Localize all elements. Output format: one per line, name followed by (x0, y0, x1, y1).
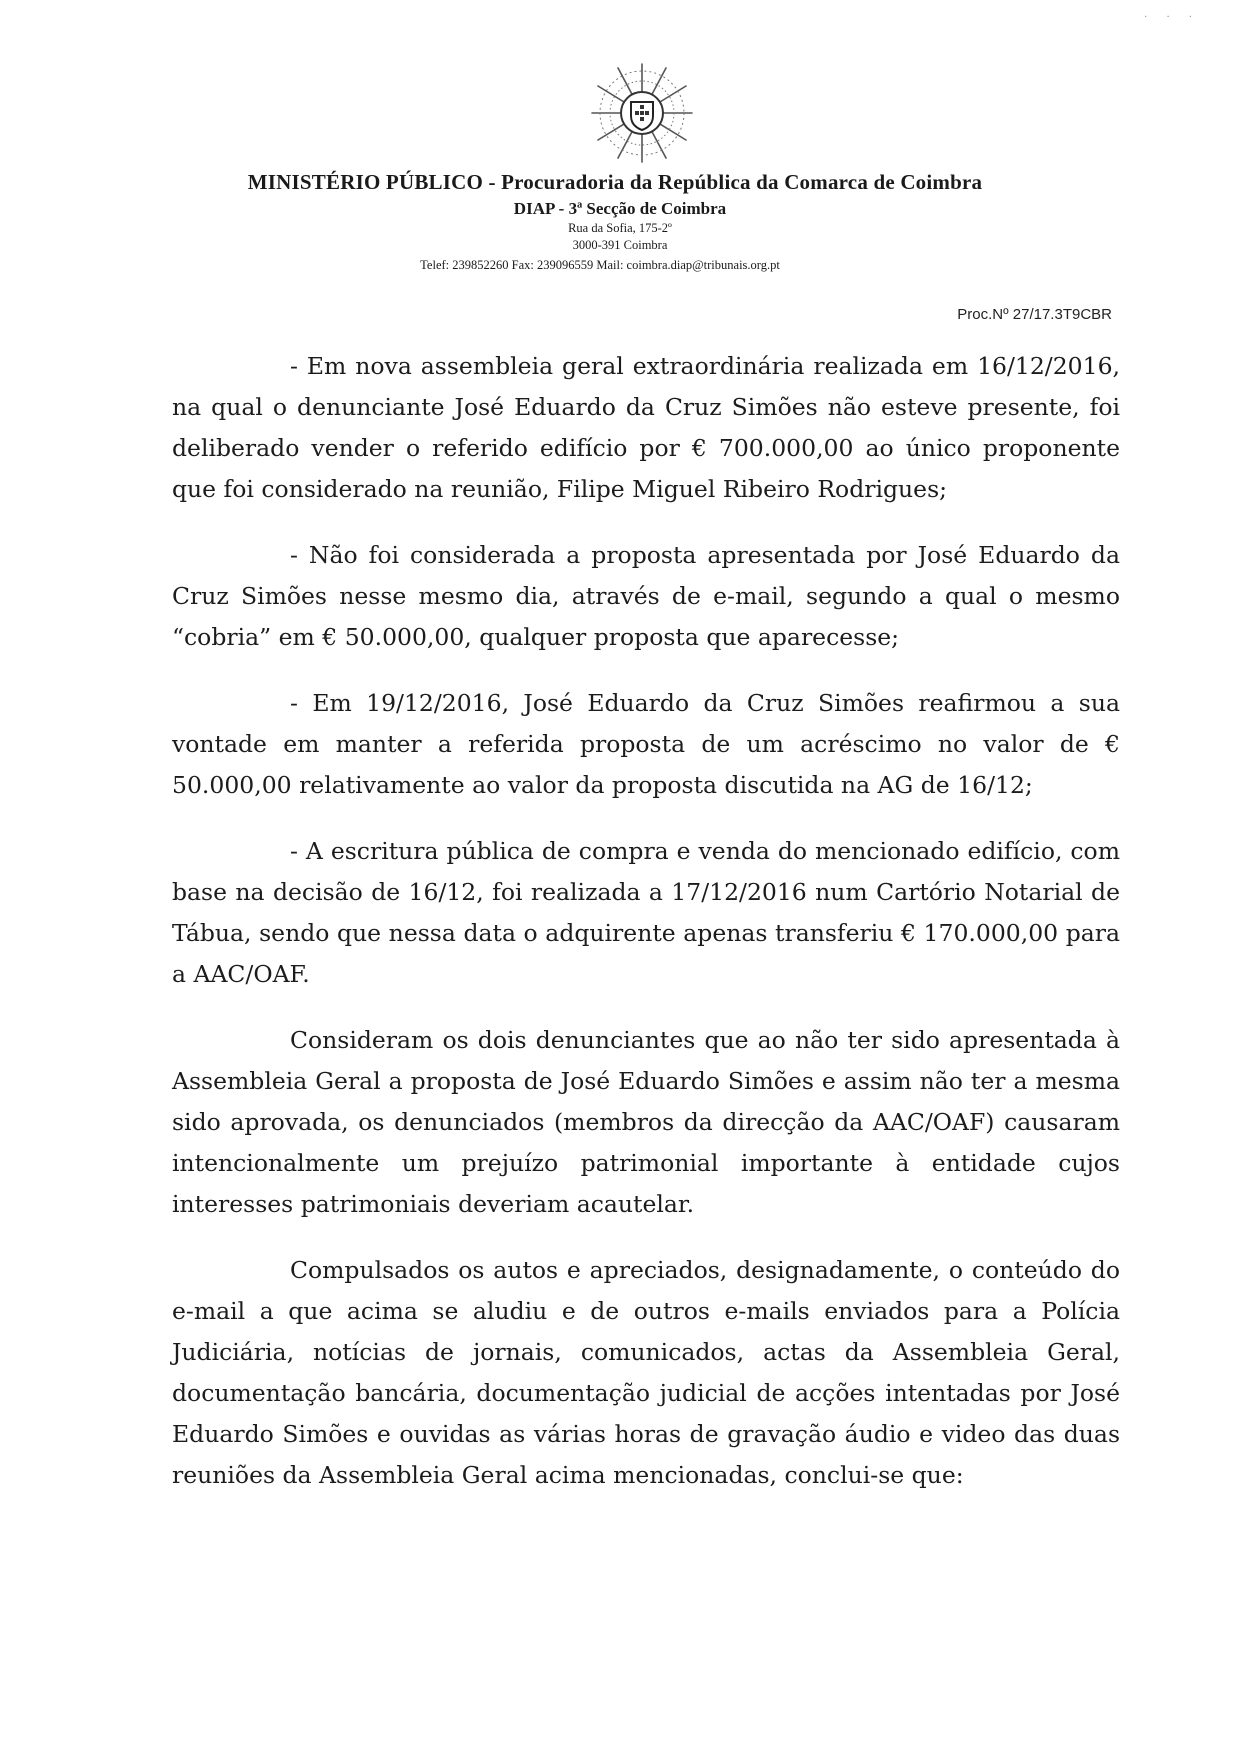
department-title: DIAP - 3ª Secção de Coimbra (513, 199, 727, 218)
paragraph-6: Compulsados os autos e apreciados, designadamente, o conteúdo do e-mail a que acima se aludiu e de outros e-mails enviados para a Polícia Judiciária, notícias de jornais, comunicados, actas da Assembleia Geral, documentação bancária, documentação judicial de acções intentadas por José Eduardo Simões e ouvidas as várias horas de gravação áudio e video das duas reuniões da Assembleia Geral acima mencionadas, conclui-se que: (172, 1256, 1120, 1489)
paragraph-5: Consideram os dois denunciantes que ao não ter sido apresentada à Assembleia Geral a proposta de José Eduardo Simões e assim não ter a mesma sido aprovada, os denunciados (membros da direcção da AAC/OAF) causaram intencionalmente um prejuízo patrimonial importante à entidade cujos interesses patrimoniais deveriam acautelar. (172, 1026, 1120, 1218)
contact-line: Telef: 239852260 Fax: 239096559 Mail: coimbra.diap@tribunais.org.pt (420, 258, 780, 272)
address-postal: 3000-391 Coimbra (572, 238, 668, 252)
paragraph-2: - Não foi considerada a proposta apresentada por José Eduardo da Cruz Simões nesse mesmo dia, através de e-mail, segundo a qual o mesmo “cobria” em € 50.000,00, qualquer proposta que aparecesse; (172, 541, 1120, 651)
process-number: Proc.Nº 27/17.3T9CBR (957, 306, 1112, 323)
document-body (172, 346, 1120, 1521)
paragraph-1: - Em nova assembleia geral extraordinária realizada em 16/12/2016, na qual o denunciante José Eduardo da Cruz Simões não esteve presente, foi deliberado vender o referido edifício por € 700.000,00 ao único proponente que foi considerado na reunião, Filipe Miguel Ribeiro Rodrigues; (172, 352, 1120, 503)
coat-of-arms-emblem (586, 58, 698, 168)
paragraph-3: - Em 19/12/2016, José Eduardo da Cruz Simões reafirmou a sua vontade em manter a referida proposta de um acréscimo no valor de € 50.000,00 relativamente ao valor da proposta discutida na AG de 16/12; (172, 689, 1120, 799)
letterhead (0, 170, 1240, 273)
paragraph-4: - A escritura pública de compra e venda do mencionado edifício, com base na decisão de 16/12, foi realizada a 17/12/2016 num Cartório Notarial de Tábua, sendo que nessa data o adquirente apenas transferiu € 170.000,00 para a AAC/OAF. (172, 837, 1120, 988)
ministry-title: MINISTÉRIO PÚBLICO - Procuradoria da República da Comarca de Coimbra (247, 170, 983, 194)
scan-corner-marks: · · · (1144, 12, 1200, 23)
address-street: Rua da Sofia, 175-2º (568, 221, 672, 235)
